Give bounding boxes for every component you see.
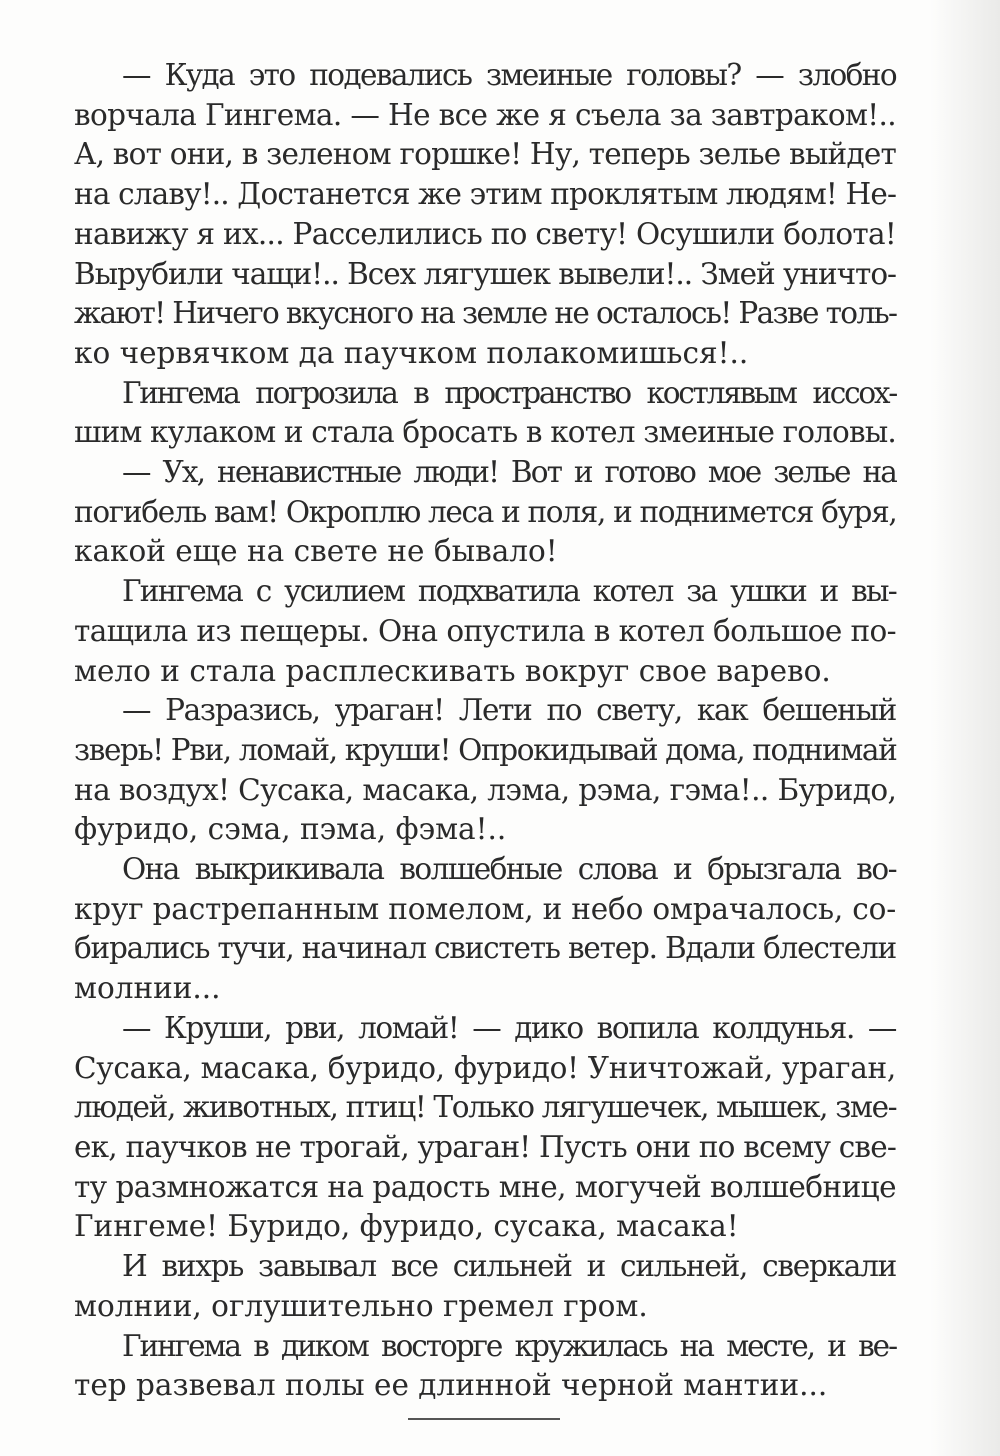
- text-line: ек, паучков не трогай, ураган! Пусть они по всему све-: [74, 1129, 897, 1164]
- text-line: — Ух, ненавистные люди! Вот и готово мое зелье на: [122, 455, 896, 490]
- paragraph-5: [74, 691, 896, 850]
- text-line: ворчала Гингема. — Не все же я съела за завтраком!..: [74, 97, 896, 132]
- page-edge-shadow: [930, 0, 1000, 1456]
- text-line: Гингема погрозила в пространство костлявым иссох-: [122, 375, 896, 410]
- section-divider-rule: [408, 1418, 560, 1420]
- text-line: людей, животных, птиц! Только лягушечек, мышек, зме-: [74, 1090, 897, 1125]
- text-line: на воздух! Сусака, масака, лэма, рэма, гэма!.. Буридо,: [74, 772, 897, 807]
- paragraph-6: [74, 850, 896, 1009]
- text-line: навижу я их... Расселились по свету! Осушили болота!: [74, 216, 896, 251]
- text-line: фуридо, сэма, пэма, фэма!..: [74, 812, 507, 847]
- text-line: тер развевал полы ее длинной черной мантии...: [74, 1368, 828, 1403]
- text-line: круг растрепанным помелом, и небо омрачалось, со-: [74, 891, 896, 926]
- text-line: молнии...: [74, 971, 221, 1006]
- text-line: — Куда это подевались змеиные головы? — злобно: [122, 58, 896, 92]
- text-line: жают! Ничего вкусного на земле не осталось! Разве толь-: [74, 296, 897, 331]
- text-line: какой еще на свете не бывало!: [74, 534, 558, 569]
- text-line: молнии, оглушительно гремел гром.: [74, 1288, 648, 1323]
- paragraph-4: [74, 572, 896, 691]
- paragraph-9: [74, 1327, 896, 1406]
- text-line: Гингеме! Буридо, фуридо, сусака, масака!: [74, 1209, 739, 1244]
- paragraph-1: [74, 56, 896, 374]
- text-line: ту размножатся на радость мне, могучей волшебнице: [74, 1169, 896, 1204]
- text-line: — Круши, рви, ломай! — дико вопила колдунья. —: [122, 1010, 896, 1045]
- text-line: мело и стала расплескивать вокруг свое варево.: [74, 653, 831, 688]
- text-line: Она выкрикивала волшебные слова и брызгала во-: [122, 852, 896, 887]
- text-line: Гингема с усилием подхватила котел за ушки и вы-: [122, 574, 896, 609]
- text-line: Сусака, масака, буридо, фуридо! Уничтожай, ураган,: [74, 1050, 897, 1085]
- text-line: — Разразись, ураган! Лети по свету, как бешеный: [122, 693, 896, 728]
- text-line: И вихрь завывал все сильней и сильней, сверкали: [122, 1249, 896, 1284]
- text-line: ко червячком да паучком полакомишься!..: [74, 335, 749, 370]
- text-line: А, вот они, в зеленом горшке! Ну, теперь зелье выйдет: [74, 137, 897, 172]
- paragraph-3: [74, 453, 896, 572]
- text-line: шим кулаком и стала бросать в котел змеиные головы.: [74, 415, 896, 450]
- book-page-text: [74, 56, 896, 1406]
- text-line: Вырубили чащи!.. Всех лягушек вывели!.. Змей уничто-: [74, 256, 896, 291]
- paragraph-7: [74, 1009, 896, 1247]
- text-line: тащила из пещеры. Она опустила в котел большое по-: [74, 613, 896, 648]
- text-line: Гингема в диком восторге кружилась на месте, и ве-: [122, 1328, 896, 1363]
- paragraph-2: [74, 374, 896, 453]
- paragraph-8: [74, 1247, 896, 1326]
- text-line: бирались тучи, начинал свистеть ветер. Вдали блестели: [74, 931, 896, 966]
- text-line: погибель вам! Окроплю леса и поля, и поднимется буря,: [74, 494, 897, 529]
- text-line: зверь! Рви, ломай, круши! Опрокидывай дома, поднимай: [74, 732, 897, 767]
- text-line: на славу!.. Достанется же этим проклятым людям! Не-: [74, 177, 897, 212]
